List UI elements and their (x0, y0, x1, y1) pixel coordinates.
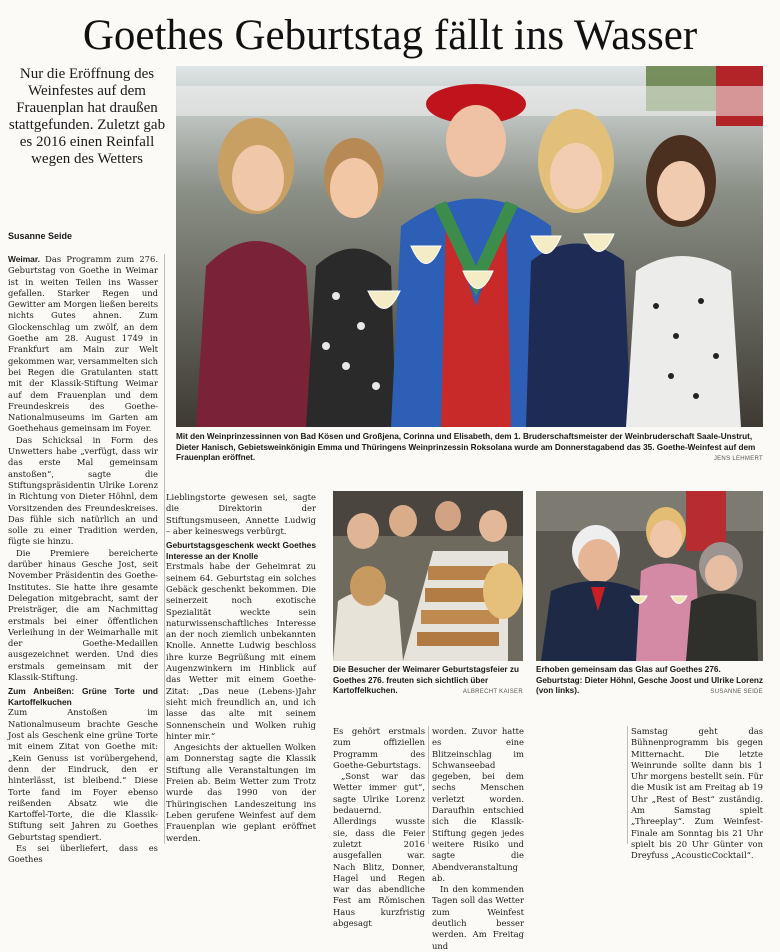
article-column-2 (166, 492, 316, 844)
article-column-3 (333, 726, 425, 929)
photo-kartoffelkuchen (333, 491, 523, 661)
paragraph: Lieblingstorte gewesen sei, sagte die Direktorin der Stiftungsmuseen, Annette Ludwig – aber keineswegs verbürgt. (166, 492, 316, 536)
subheading: Zum Anbeißen: Grüne Torte und Kartoffelkuchen (8, 686, 158, 707)
photo3-caption: Erhoben gemeinsam das Glas auf Goethes 276. Geburtstag: Dieter Höhnl, Gesche Joost und Ulrike Lorenz (von links). (536, 665, 764, 695)
column-divider (428, 726, 429, 844)
dateline: Weimar. (8, 254, 40, 264)
column-divider (164, 254, 165, 844)
paragraph: Samstag geht das Bühnenprogramm bis gegen Mitternacht. Die letzte Weinrunde sollte dann bis 1 Uhr morgens bestellt sein. Für die Musik ist am Freitag ab 19 Uhr „Rest of Best“ zuständig. Am Samstag spielt „Threeplay“. Zum Weinfest-Finale am Sonntag bis 21 Uhr spielt bis 20 Uhr Günter von Dreyfuss „AcousticCocktail“. (631, 726, 763, 861)
article-column-4 (432, 726, 524, 951)
author-byline: Susanne Seide (8, 231, 73, 241)
photo2-credit: ALBRECHT KAISER (462, 689, 523, 695)
column-divider (627, 726, 628, 844)
paragraph: Es gehört erstmals zum offiziellen Programm des Goethe-Geburtstags. (333, 726, 425, 770)
paragraph: Angesichts der aktuellen Wolken am Donnerstag sagte die Klassik Stiftung alle Veranstaltungen im Freien ab. Beim Wetter zum Trotz wurde das 1990 von der Thüringischen Landeszeitung ins Leben gerufene Weinfest auf dem Frauenplan wie geplant eröffnet werden. (166, 742, 316, 843)
paragraph: Das Programm zum 276. Geburtstag von Goethe in Weimar ist in weiten Teilen ins Wasser gefallen. Starker Regen und Gewitter am Morgen ließen bereits nichts Gutes ahnen. Zum Glockenschlag um zwölf, an dem Goethe am 28. August 1749 in Frankfurt am Main zur Welt gekommen war, versammelten sich bei Regen die Gratulanten statt mit der Klassik-Stiftung Weimar auf dem Frauenplan und dem Freundeskreis des Goethe-Nationalmuseums im Garten am Goethehaus gemeinsam im Foyer. (8, 254, 159, 434)
article-column-5 (631, 726, 763, 861)
lead-text: Nur die Eröffnung des Weinfestes auf dem Frauenplan hat draußen stattgefunden. Zuletzt gab es 2016 einen Reinfall wegen des Wetters (8, 66, 166, 167)
headline: Goethes Geburtstag fällt ins Wasser (82, 12, 698, 59)
subheading: Geburtstagsgeschenk weckt Goethes Interesse an der Knolle (166, 540, 316, 561)
main-photo-caption: Mit den Weinprinzessinnen von Bad Kösen und Großjena, Corinna und Elisabeth, dem 1. Bruderschaftsmeister der Weinbruderschaft Saale-Unstrut, Dieter Hanisch, Gebietsweinkönigin Emma und Thüringens Weinprinzessin Roksolana wurde am Donnerstagabend das 35. Goethe-Weinfest auf dem Frauenplan eröffnet. (176, 432, 756, 462)
paragraph: Erstmals habe der Geheimrat zu seinem 64. Geburtstag ein solches Gebäck geschenkt bekommen. Die seinerzeit noch exotische Spezialität weckte sein naturwissenschaftliches Interesse an der noch ziemlich unbekannten Knolle. Annette Ludwig beschloss ihre kurze Begrüßung mit einem Augenzwinkern im Hinblick auf das Wetter mit einem Goethe-Zitat: „Das neue (Lebens-)Jahr sieht mich freundlich an, und ich lasse das alte mit seinem Sonnenschein und Wolken ruhig hinter mir.“ (166, 561, 316, 741)
photo-toast (536, 491, 763, 661)
paragraph: Es sei überliefert, dass es Goethes (8, 843, 158, 865)
main-photo (176, 66, 763, 427)
photo2-caption: Die Besucher der Weimarer Geburtstagsfeier zu Goethes 276. freuten sich sichtlich über Kartoffelkuchen. (333, 665, 519, 695)
paragraph: worden. Zuvor hatte es eine Blitzeinschlag im Schwanseebad gegeben, bei dem sechs Menschen verletzt worden. Daraufhin entschied sich die Klassik-Stiftung gegen jedes weitere Risiko und sagte die Abendveranstaltung ab. (432, 726, 524, 883)
paragraph: Das Schicksal in Form des Unwetters habe „verfügt, dass wir das erste Mal gemeinsam anstoßen“, sagte die Stiftungspräsidentin Ulrike Lorenz in Richtung von Dieter Höhnl, dem Vorsitzenden des Freundeskreises. Das fühle sich natürlich an und solle zu einer Tradition werden, fügte sie hinzu. (8, 434, 158, 547)
paragraph: Die Premiere bereicherte darüber hinaus Gesche Jost, seit November Präsidentin des Goethe-Institutes. Sie hatte ihre gesamte Delegation mitgebracht, samt der Preisträger, die am Nachmittag erstmals bei einer öffentlichen Verleihung in der Weimarhalle mit der Goethe-Medaillen ausgezeichnet werden. Und dies erstmals gemeinsam mit der Klassik-Stiftung. (8, 547, 158, 682)
article-column-1 (8, 254, 159, 865)
paragraph: In den kommenden Tagen soll das Wetter zum Weinfest deutlich besser werden. Am Freitag und (432, 884, 524, 951)
paragraph: Zum Anstoßen im Nationalmuseum brachte Gesche Jost als Geschenk eine grüne Torte mit einem Zitat von Goethe mit: „Kein Genuss ist vorübergehend, denn der Eindruck, den er hinterlässt, ist bleibend.“ Diese Torte fand im Foyer ebenso reißenden Absatz wie die Kartoffel-Torte, die die Klassik-Stiftung seit Jahren zu Goethes Geburtstag spendiert. (8, 707, 158, 842)
photo3-credit: SUSANNE SEIDE (710, 689, 763, 695)
main-photo-credit: JENS LEHMERT (713, 456, 763, 462)
paragraph: „Sonst war das Wetter immer gut“, sagte Ulrike Lorenz bedauernd. Allerdings wusste sie, dass die Feier zuletzt 2016 ausgefallen war. Nach Blitz, Donner, Hagel und Regen war das abendliche Fest am Römischen Haus kurzfristig abgesagt (333, 771, 425, 929)
